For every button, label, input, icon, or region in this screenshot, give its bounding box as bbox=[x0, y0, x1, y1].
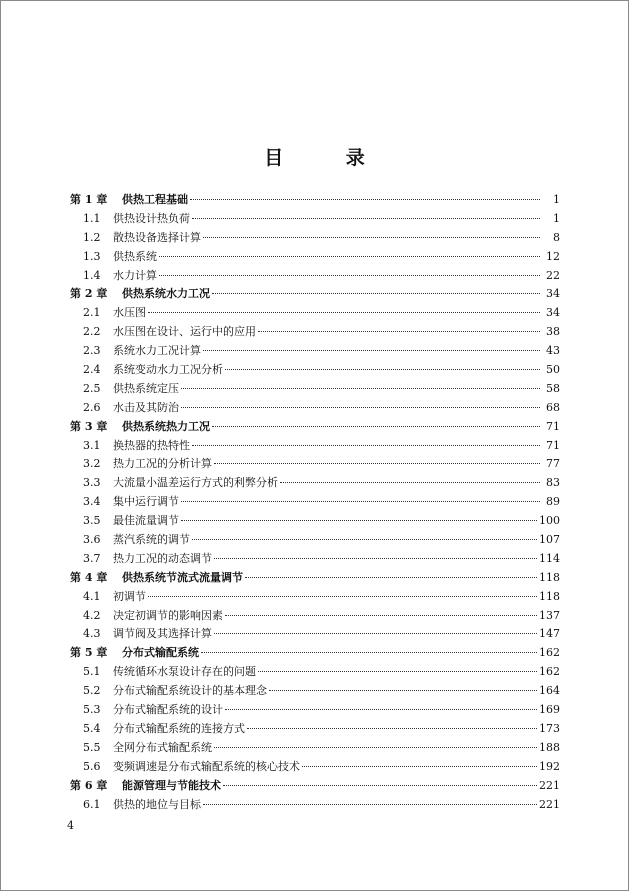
entry-page-number: 118 bbox=[539, 570, 560, 584]
toc-section-entry bbox=[70, 267, 560, 286]
dot-leader bbox=[190, 199, 540, 200]
toc-section-entry bbox=[70, 437, 560, 456]
entry-title: 供热设计热负荷 bbox=[113, 211, 190, 225]
entry-number: 3.4 bbox=[83, 495, 101, 509]
entry-number: 5.4 bbox=[83, 721, 101, 735]
entry-number: 第 6 章 bbox=[70, 778, 108, 792]
dot-leader bbox=[258, 671, 537, 672]
entry-number: 3.6 bbox=[83, 533, 101, 547]
entry-page-number: 58 bbox=[546, 381, 560, 395]
dot-leader bbox=[203, 350, 540, 351]
entry-title: 分布式输配系统的设计 bbox=[113, 703, 223, 717]
entry-title: 供热系统水力工况 bbox=[122, 287, 210, 301]
entry-number: 第 4 章 bbox=[70, 570, 108, 584]
toc-section-entry bbox=[70, 399, 560, 418]
toc-chapter-entry bbox=[70, 777, 560, 796]
entry-number: 2.4 bbox=[83, 363, 101, 377]
dot-leader bbox=[223, 785, 537, 786]
entry-title: 散热设备选择计算 bbox=[113, 230, 201, 244]
dot-leader bbox=[159, 275, 540, 276]
dot-leader bbox=[181, 520, 537, 521]
entry-page-number: 114 bbox=[539, 551, 560, 565]
toc-section-entry bbox=[70, 304, 560, 323]
dot-leader bbox=[214, 463, 540, 464]
dot-leader bbox=[247, 728, 537, 729]
entry-number: 3.1 bbox=[83, 438, 101, 452]
entry-page-number: 71 bbox=[546, 438, 560, 452]
toc-section-entry bbox=[70, 588, 560, 607]
entry-page-number: 192 bbox=[539, 759, 560, 773]
toc-section-entry bbox=[70, 323, 560, 342]
entry-page-number: 38 bbox=[546, 325, 560, 339]
toc-section-entry bbox=[70, 720, 560, 739]
entry-number: 3.2 bbox=[83, 457, 101, 471]
toc-section-entry bbox=[70, 607, 560, 626]
entry-number: 3.5 bbox=[83, 514, 101, 528]
dot-leader bbox=[181, 407, 540, 408]
entry-title: 热力工况的动态调节 bbox=[113, 551, 212, 565]
entry-page-number: 162 bbox=[539, 665, 560, 679]
toc-section-entry bbox=[70, 625, 560, 644]
dot-leader bbox=[148, 312, 540, 313]
table-of-contents bbox=[70, 191, 560, 814]
dot-leader bbox=[192, 445, 540, 446]
entry-number: 1.4 bbox=[83, 268, 101, 282]
entry-title: 系统变动水力工况分析 bbox=[113, 363, 223, 377]
entry-page-number: 221 bbox=[539, 797, 560, 811]
entry-page-number: 107 bbox=[539, 533, 560, 547]
dot-leader bbox=[214, 747, 537, 748]
entry-page-number: 188 bbox=[539, 740, 560, 754]
toc-section-entry bbox=[70, 455, 560, 474]
entry-page-number: 173 bbox=[539, 721, 560, 735]
entry-title: 全网分布式输配系统 bbox=[113, 740, 212, 754]
entry-number: 第 2 章 bbox=[70, 287, 108, 301]
entry-page-number: 34 bbox=[546, 306, 560, 320]
dot-leader bbox=[192, 539, 537, 540]
entry-number: 1.1 bbox=[83, 211, 101, 225]
dot-leader bbox=[181, 388, 540, 389]
entry-number: 3.7 bbox=[83, 551, 101, 565]
toc-section-entry bbox=[70, 758, 560, 777]
entry-title: 水力计算 bbox=[113, 268, 157, 282]
entry-title: 蒸汽系统的调节 bbox=[113, 533, 190, 547]
dot-leader bbox=[225, 709, 537, 710]
entry-page-number: 1 bbox=[553, 211, 560, 225]
entry-page-number: 118 bbox=[539, 589, 560, 603]
entry-page-number: 34 bbox=[546, 287, 560, 301]
entry-number: 4.2 bbox=[83, 608, 101, 622]
dot-leader bbox=[302, 766, 537, 767]
dot-leader bbox=[258, 331, 540, 332]
entry-title: 决定初调节的影响因素 bbox=[113, 608, 223, 622]
entry-page-number: 137 bbox=[539, 608, 560, 622]
page-number: 4 bbox=[67, 819, 74, 832]
entry-page-number: 50 bbox=[546, 363, 560, 377]
entry-page-number: 77 bbox=[546, 457, 560, 471]
entry-page-number: 89 bbox=[546, 495, 560, 509]
entry-title: 水击及其防治 bbox=[113, 400, 179, 414]
toc-section-entry bbox=[70, 229, 560, 248]
toc-section-entry bbox=[70, 739, 560, 758]
toc-section-entry bbox=[70, 663, 560, 682]
dot-leader bbox=[214, 558, 537, 559]
entry-title: 供热系统定压 bbox=[113, 381, 179, 395]
entry-number: 4.1 bbox=[83, 589, 101, 603]
entry-number: 2.3 bbox=[83, 344, 101, 358]
entry-title: 分布式输配系统设计的基本理念 bbox=[113, 684, 267, 698]
entry-title: 最佳流量调节 bbox=[113, 514, 179, 528]
entry-number: 第 5 章 bbox=[70, 646, 108, 660]
toc-section-entry bbox=[70, 342, 560, 361]
toc-section-entry bbox=[70, 361, 560, 380]
dot-leader bbox=[269, 690, 537, 691]
entry-number: 第 1 章 bbox=[70, 193, 108, 206]
entry-number: 2.2 bbox=[83, 325, 101, 339]
entry-page-number: 22 bbox=[546, 268, 560, 282]
dot-leader bbox=[280, 482, 540, 483]
entry-title: 调节阀及其选择计算 bbox=[113, 627, 212, 641]
entry-number: 5.6 bbox=[83, 759, 101, 773]
toc-section-entry bbox=[70, 210, 560, 229]
entry-page-number: 71 bbox=[546, 419, 560, 433]
toc-chapter-entry bbox=[70, 418, 560, 437]
entry-page-number: 12 bbox=[546, 249, 560, 263]
entry-number: 2.1 bbox=[83, 306, 101, 320]
entry-page-number: 147 bbox=[539, 627, 560, 641]
entry-title: 大流量小温差运行方式的利弊分析 bbox=[113, 476, 278, 490]
entry-title: 供热系统节流式流量调节 bbox=[122, 570, 243, 584]
entry-page-number: 169 bbox=[539, 703, 560, 717]
entry-number: 第 3 章 bbox=[70, 419, 108, 433]
entry-title: 能源管理与节能技术 bbox=[122, 778, 221, 792]
entry-page-number: 68 bbox=[546, 400, 560, 414]
dot-leader bbox=[212, 426, 540, 427]
entry-number: 1.3 bbox=[83, 249, 101, 263]
entry-page-number: 8 bbox=[553, 230, 560, 244]
entry-title: 换热器的热特性 bbox=[113, 438, 190, 452]
entry-page-number: 43 bbox=[546, 344, 560, 358]
entry-number: 4.3 bbox=[83, 627, 101, 641]
entry-title: 水压图在设计、运行中的应用 bbox=[113, 325, 256, 339]
entry-number: 5.5 bbox=[83, 740, 101, 754]
toc-section-entry bbox=[70, 531, 560, 550]
entry-number: 1.2 bbox=[83, 230, 101, 244]
entry-title: 热力工况的分析计算 bbox=[113, 457, 212, 471]
dot-leader bbox=[225, 615, 537, 616]
entry-title: 系统水力工况计算 bbox=[113, 344, 201, 358]
toc-section-entry bbox=[70, 474, 560, 493]
toc-section-entry bbox=[70, 682, 560, 701]
entry-title: 水压图 bbox=[113, 306, 146, 320]
toc-section-entry bbox=[70, 248, 560, 267]
dot-leader bbox=[212, 293, 540, 294]
entry-page-number: 221 bbox=[539, 778, 560, 792]
toc-chapter-entry bbox=[70, 191, 560, 210]
dot-leader bbox=[201, 652, 537, 653]
dot-leader bbox=[192, 218, 540, 219]
entry-number: 3.3 bbox=[83, 476, 101, 490]
dot-leader bbox=[148, 596, 537, 597]
dot-leader bbox=[159, 256, 540, 257]
entry-title: 供热工程基础 bbox=[122, 193, 188, 206]
entry-title: 初调节 bbox=[113, 589, 146, 603]
entry-page-number: 100 bbox=[539, 514, 560, 528]
dot-leader bbox=[225, 369, 540, 370]
entry-title: 变频调速是分布式输配系统的核心技术 bbox=[113, 759, 300, 773]
toc-section-entry bbox=[70, 512, 560, 531]
toc-section-entry bbox=[70, 701, 560, 720]
dot-leader bbox=[203, 804, 537, 805]
entry-page-number: 1 bbox=[553, 193, 560, 206]
dot-leader bbox=[245, 577, 537, 578]
dot-leader bbox=[181, 501, 540, 502]
entry-number: 5.2 bbox=[83, 684, 101, 698]
toc-chapter-entry bbox=[70, 644, 560, 663]
entry-number: 6.1 bbox=[83, 797, 101, 811]
dot-leader bbox=[203, 237, 540, 238]
entry-title: 供热的地位与目标 bbox=[113, 797, 201, 811]
toc-section-entry bbox=[70, 550, 560, 569]
entry-number: 2.6 bbox=[83, 400, 101, 414]
entry-number: 5.3 bbox=[83, 703, 101, 717]
dot-leader bbox=[214, 633, 537, 634]
toc-section-entry bbox=[70, 493, 560, 512]
entry-title: 传统循环水泵设计存在的问题 bbox=[113, 665, 256, 679]
page-title: 目 录 bbox=[264, 147, 393, 169]
toc-section-entry bbox=[70, 380, 560, 399]
toc-chapter-entry bbox=[70, 285, 560, 304]
entry-title: 分布式输配系统的连接方式 bbox=[113, 721, 245, 735]
entry-title: 供热系统热力工况 bbox=[122, 419, 210, 433]
entry-title: 分布式输配系统 bbox=[122, 646, 199, 660]
toc-chapter-entry bbox=[70, 569, 560, 588]
entry-page-number: 83 bbox=[546, 476, 560, 490]
entry-number: 5.1 bbox=[83, 665, 101, 679]
entry-title: 集中运行调节 bbox=[113, 495, 179, 509]
entry-title: 供热系统 bbox=[113, 249, 157, 263]
entry-page-number: 162 bbox=[539, 646, 560, 660]
entry-number: 2.5 bbox=[83, 381, 101, 395]
entry-page-number: 164 bbox=[539, 684, 560, 698]
toc-section-entry bbox=[70, 796, 560, 815]
